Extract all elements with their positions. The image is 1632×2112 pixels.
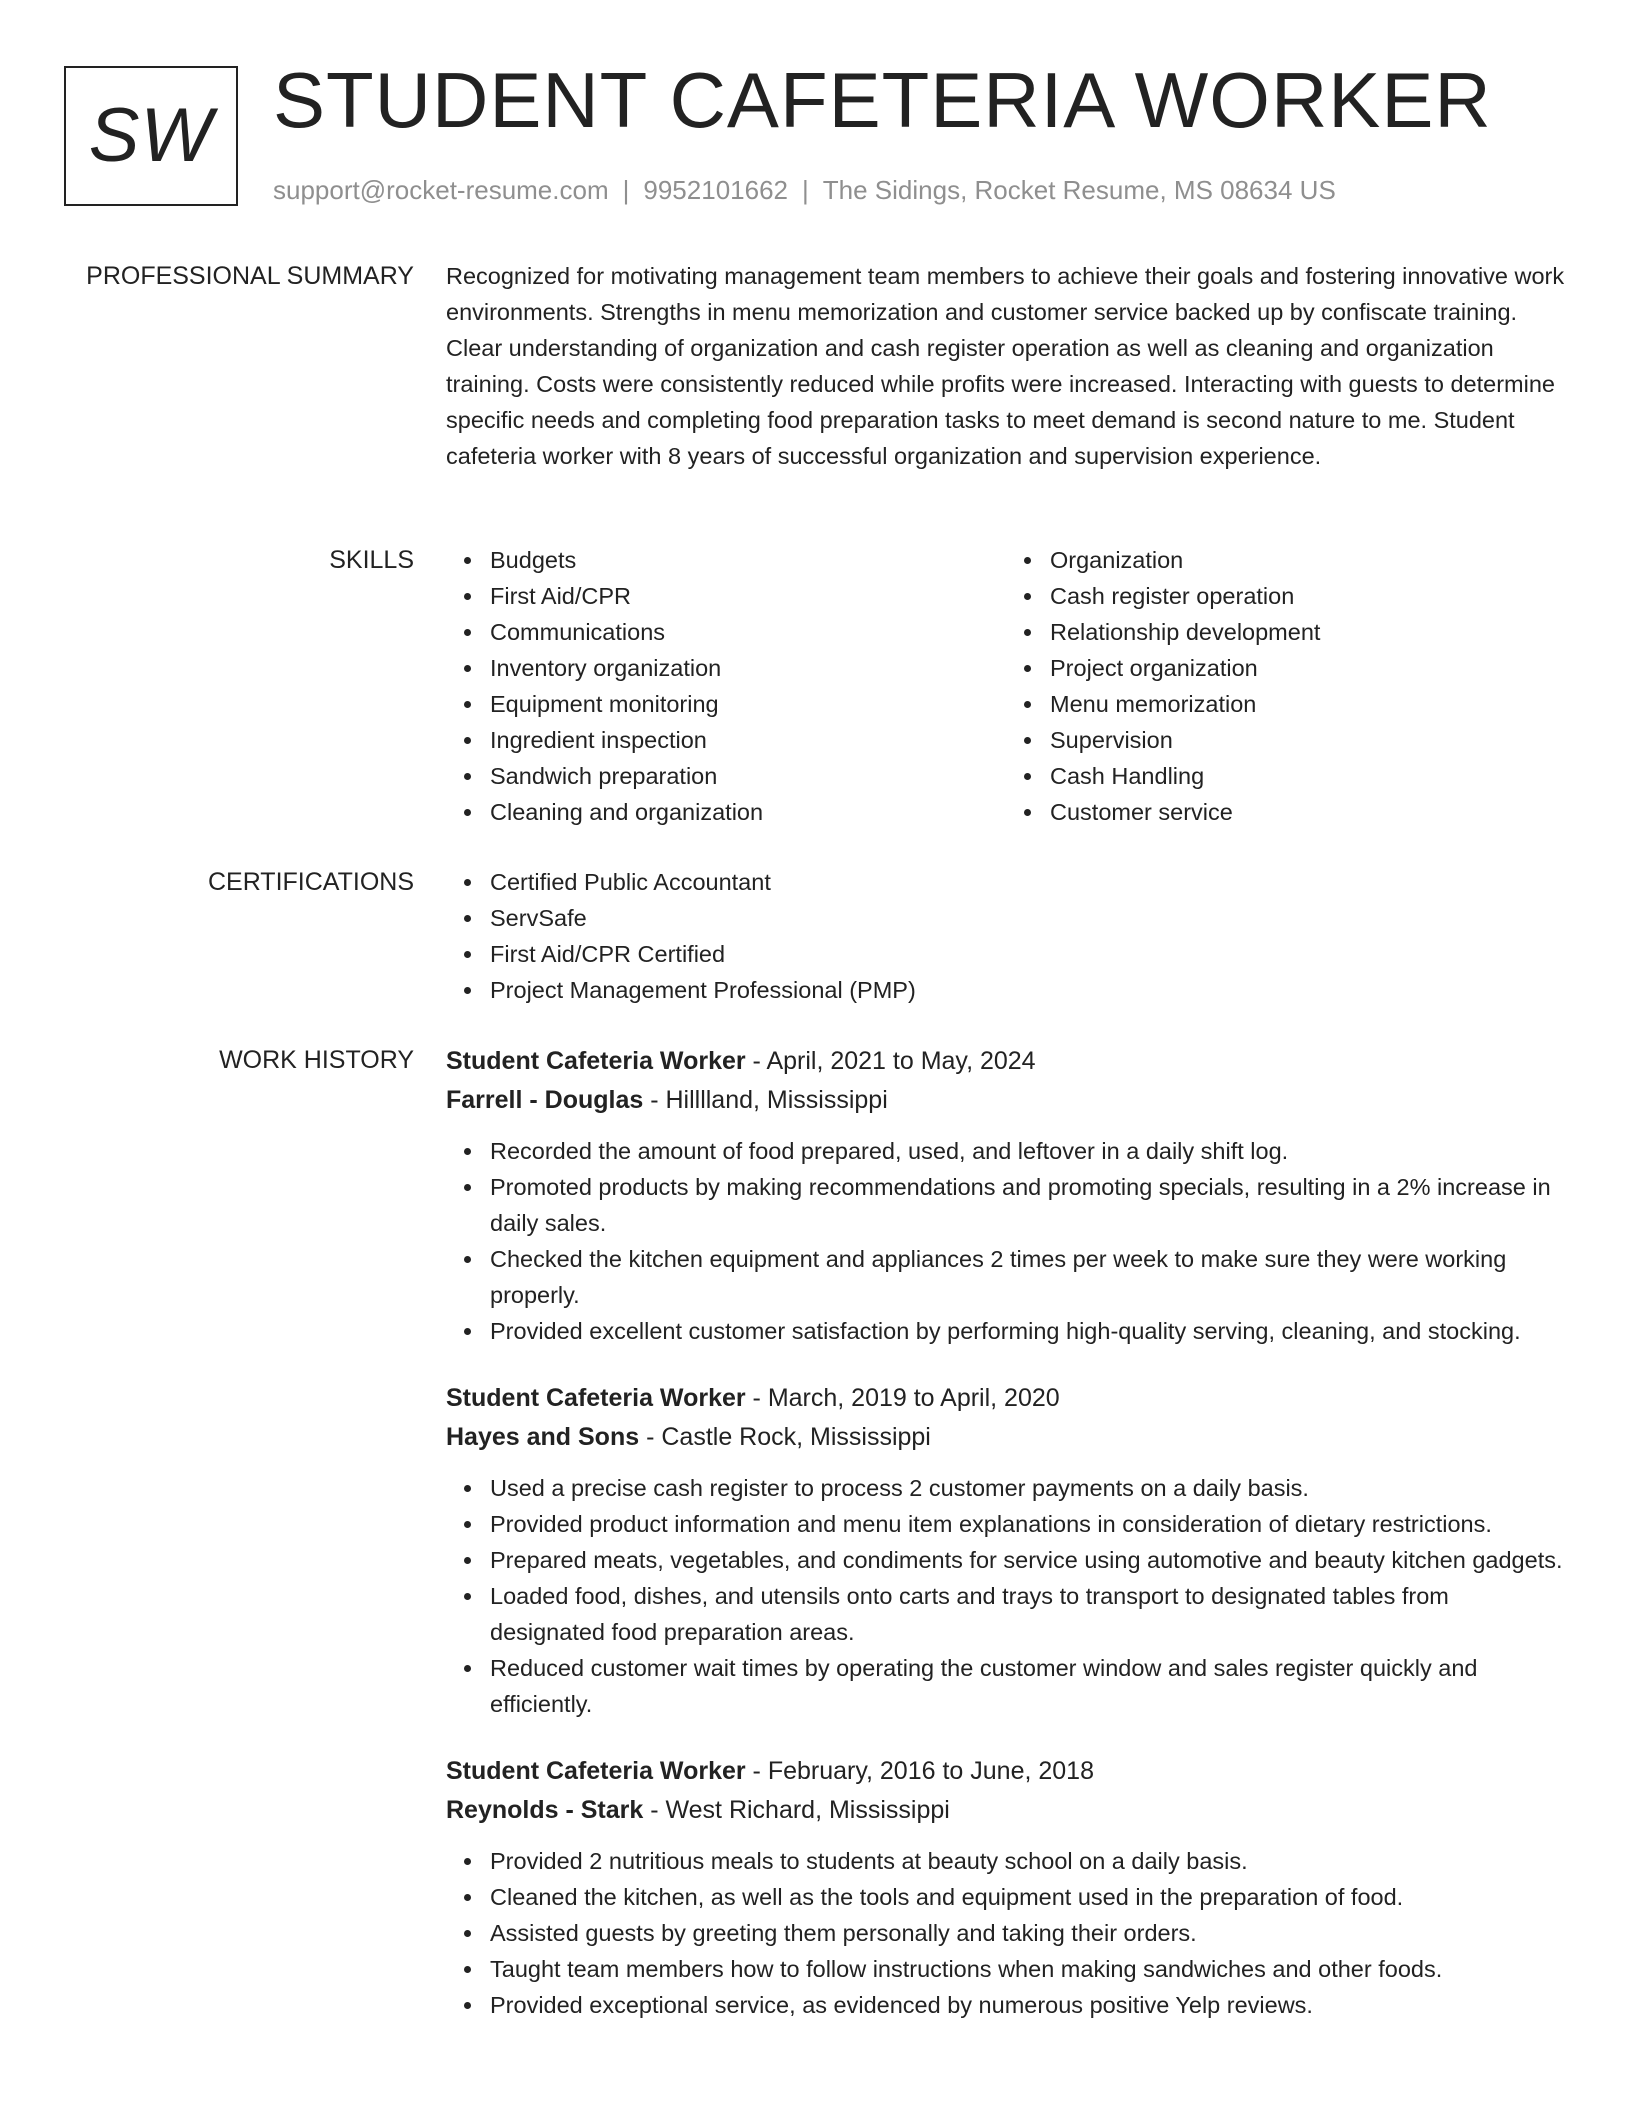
job-dates: - March, 2019 to April, 2020 bbox=[745, 1384, 1060, 1412]
section-label-work-history: WORK HISTORY bbox=[219, 1046, 414, 1074]
job-dates: - April, 2021 to May, 2024 bbox=[745, 1047, 1036, 1075]
certifications-body bbox=[446, 864, 1566, 1008]
skill-item: Communications bbox=[490, 614, 1006, 650]
skills-body bbox=[446, 542, 1566, 830]
certification-item: First Aid/CPR Certified bbox=[490, 936, 1566, 972]
monogram-initials: SW bbox=[88, 93, 214, 178]
skill-item: Equipment monitoring bbox=[490, 686, 1006, 722]
job-company: Reynolds - Stark bbox=[446, 1796, 644, 1824]
job-dates: - February, 2016 to June, 2018 bbox=[745, 1757, 1094, 1785]
job-bullet: Prepared meats, vegetables, and condiments for service using automotive and beauty kitchen gadgets. bbox=[490, 1542, 1566, 1578]
job-title-line bbox=[446, 1379, 1566, 1417]
contact-address: The Sidings, Rocket Resume, MS 08634 US bbox=[822, 175, 1336, 205]
skill-item: Sandwich preparation bbox=[490, 758, 1006, 794]
work-history-body bbox=[446, 1042, 1566, 2053]
certification-item: Certified Public Accountant bbox=[490, 864, 1566, 900]
job-title: Student Cafeteria Worker bbox=[446, 1047, 746, 1075]
job-company-line bbox=[446, 1418, 1566, 1456]
job-bullets bbox=[446, 1133, 1566, 1349]
section-label-certifications: CERTIFICATIONS bbox=[207, 868, 414, 896]
skill-item: Supervision bbox=[1050, 722, 1566, 758]
job-bullet: Cleaned the kitchen, as well as the tools and equipment used in the preparation of food. bbox=[490, 1879, 1566, 1915]
skill-item: Cleaning and organization bbox=[490, 794, 1006, 830]
job-entry bbox=[446, 1752, 1566, 2023]
certification-item: ServSafe bbox=[490, 900, 1566, 936]
candidate-name: STUDENT CAFETERIA WORKER bbox=[273, 56, 1492, 144]
skill-item: Budgets bbox=[490, 542, 1006, 578]
contact-email: support@rocket-resume.com bbox=[273, 175, 609, 205]
job-bullet: Taught team members how to follow instructions when making sandwiches and other foods. bbox=[490, 1951, 1566, 1987]
skill-item: Ingredient inspection bbox=[490, 722, 1006, 758]
monogram-box bbox=[64, 66, 238, 206]
skill-item: Cash Handling bbox=[1050, 758, 1566, 794]
job-company-line bbox=[446, 1081, 1566, 1119]
job-bullet: Provided exceptional service, as evidenced by numerous positive Yelp reviews. bbox=[490, 1987, 1566, 2023]
summary-body bbox=[446, 258, 1566, 474]
job-entry bbox=[446, 1379, 1566, 1722]
skills-list-right bbox=[1006, 542, 1566, 830]
job-bullets bbox=[446, 1470, 1566, 1722]
skill-item: First Aid/CPR bbox=[490, 578, 1006, 614]
job-location: - Hilllland, Mississippi bbox=[643, 1086, 888, 1114]
job-bullet: Assisted guests by greeting them personally and taking their orders. bbox=[490, 1915, 1566, 1951]
job-location: - Castle Rock, Mississippi bbox=[639, 1423, 931, 1451]
job-company-line bbox=[446, 1791, 1566, 1829]
contact-separator: | bbox=[802, 175, 809, 205]
contact-line bbox=[273, 172, 1336, 208]
job-bullet: Reduced customer wait times by operating the customer window and sales register quickly and efficiently. bbox=[490, 1650, 1566, 1722]
job-location: - West Richard, Mississippi bbox=[643, 1796, 950, 1824]
job-title-line bbox=[446, 1752, 1566, 1790]
job-title-line bbox=[446, 1042, 1566, 1080]
job-bullet: Checked the kitchen equipment and appliances 2 times per week to make sure they were working properly. bbox=[490, 1241, 1566, 1313]
skill-item: Relationship development bbox=[1050, 614, 1566, 650]
skill-item: Cash register operation bbox=[1050, 578, 1566, 614]
contact-phone: 9952101662 bbox=[643, 175, 788, 205]
certifications-list bbox=[446, 864, 1566, 1008]
certification-item: Project Management Professional (PMP) bbox=[490, 972, 1566, 1008]
summary-text: Recognized for motivating management team members to achieve their goals and fostering innovative work environments. Strengths in menu memorization and customer service backed up by confiscate training. Clear understanding of organization and cash register operation as well as cleaning and organization training. Costs were consistently reduced while profits were increased. Interacting with guests to determine specific needs and completing food preparation tasks to meet demand is second nature to me. Student cafeteria worker with 8 years of successful organization and supervision experience. bbox=[446, 263, 1565, 469]
contact-separator: | bbox=[622, 175, 630, 205]
job-bullet: Provided product information and menu item explanations in consideration of dietary restrictions. bbox=[490, 1506, 1566, 1542]
skill-item: Organization bbox=[1050, 542, 1566, 578]
job-bullet: Provided excellent customer satisfaction by performing high-quality serving, cleaning, and stocking. bbox=[490, 1313, 1566, 1349]
section-label-skills: SKILLS bbox=[329, 546, 414, 574]
section-label-summary: PROFESSIONAL SUMMARY bbox=[86, 262, 414, 290]
skill-item: Inventory organization bbox=[490, 650, 1006, 686]
job-bullets bbox=[446, 1843, 1566, 2023]
job-title: Student Cafeteria Worker bbox=[446, 1757, 746, 1785]
skill-item: Menu memorization bbox=[1050, 686, 1566, 722]
job-company: Farrell - Douglas bbox=[446, 1086, 644, 1114]
job-bullet: Provided 2 nutritious meals to students at beauty school on a daily basis. bbox=[490, 1843, 1566, 1879]
skill-item: Project organization bbox=[1050, 650, 1566, 686]
job-bullet: Promoted products by making recommendations and promoting specials, resulting in a 2% increase in daily sales. bbox=[490, 1169, 1566, 1241]
job-entry bbox=[446, 1042, 1566, 1349]
job-title: Student Cafeteria Worker bbox=[446, 1384, 746, 1412]
job-bullet: Loaded food, dishes, and utensils onto carts and trays to transport to designated tables from designated food preparation areas. bbox=[490, 1578, 1566, 1650]
skill-item: Customer service bbox=[1050, 794, 1566, 830]
job-company: Hayes and Sons bbox=[446, 1423, 640, 1451]
job-bullet: Recorded the amount of food prepared, used, and leftover in a daily shift log. bbox=[490, 1133, 1566, 1169]
skills-list-left bbox=[446, 542, 1006, 830]
job-bullet: Used a precise cash register to process 2 customer payments on a daily basis. bbox=[490, 1470, 1566, 1506]
